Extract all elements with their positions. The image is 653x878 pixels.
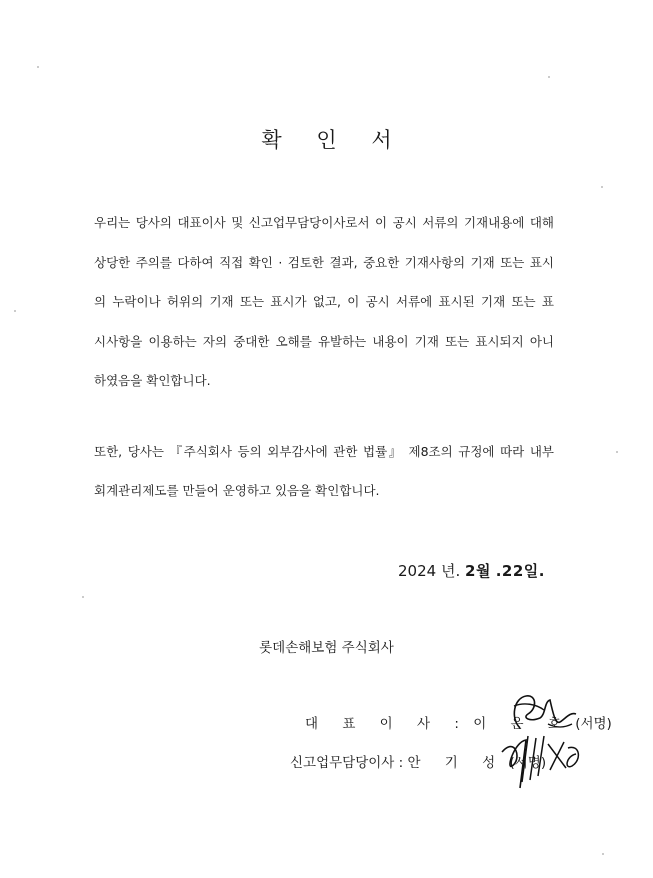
signatory-name: 이 은 호 (473, 716, 571, 732)
paragraph-internal-control (94, 439, 554, 517)
date-day: .22일. (495, 562, 545, 580)
date-year: 2024 (398, 562, 437, 580)
company-name: 롯데손해보험 주식회사 (259, 640, 394, 656)
signatory-name: 안 기 성 (407, 755, 506, 771)
sign-mark: (서명) (509, 755, 547, 771)
paragraph-line: 하였음을 확인합니다. (94, 373, 211, 388)
paragraph-line: 우리는 당사의 대표이사 및 신고업무담당이사로서 이 공시 서류의 기재내용에 대해 (94, 215, 554, 230)
signatory-role: 신고업무담당이사 : (290, 755, 404, 771)
paragraph-line: 상당한 주의를 다하여 직접 확인 · 검토한 결과, 중요한 기재사항의 기재 또는 표시 (94, 254, 554, 270)
date-month: 2월 (465, 562, 491, 580)
officer-signature-icon (492, 730, 584, 790)
paragraph-line: 시사항을 이용하는 자의 중대한 오해를 유발하는 내용이 기재 또는 표시되지 아니 (94, 333, 554, 349)
paragraph-line: 의 누락이나 허위의 기재 또는 표시가 없고, 이 공시 서류에 표시된 기재 또는 표 (94, 294, 554, 309)
date-year-unit: 년. (440, 562, 461, 580)
sign-mark: (서명) (575, 716, 612, 732)
paragraph-confirmation (94, 210, 554, 408)
paragraph-line: 회계관리제도를 만들어 운영하고 있음을 확인합니다. (94, 483, 380, 498)
document-date (398, 560, 545, 581)
paragraph-line: 또한, 당사는 『주식회사 등의 외부감사에 관한 법률』 제8조의 규정에 따라 내부 (94, 444, 554, 459)
signatory-role: 대 표 이 사 : (305, 716, 469, 732)
document-title: 확 인 서 (261, 128, 392, 152)
